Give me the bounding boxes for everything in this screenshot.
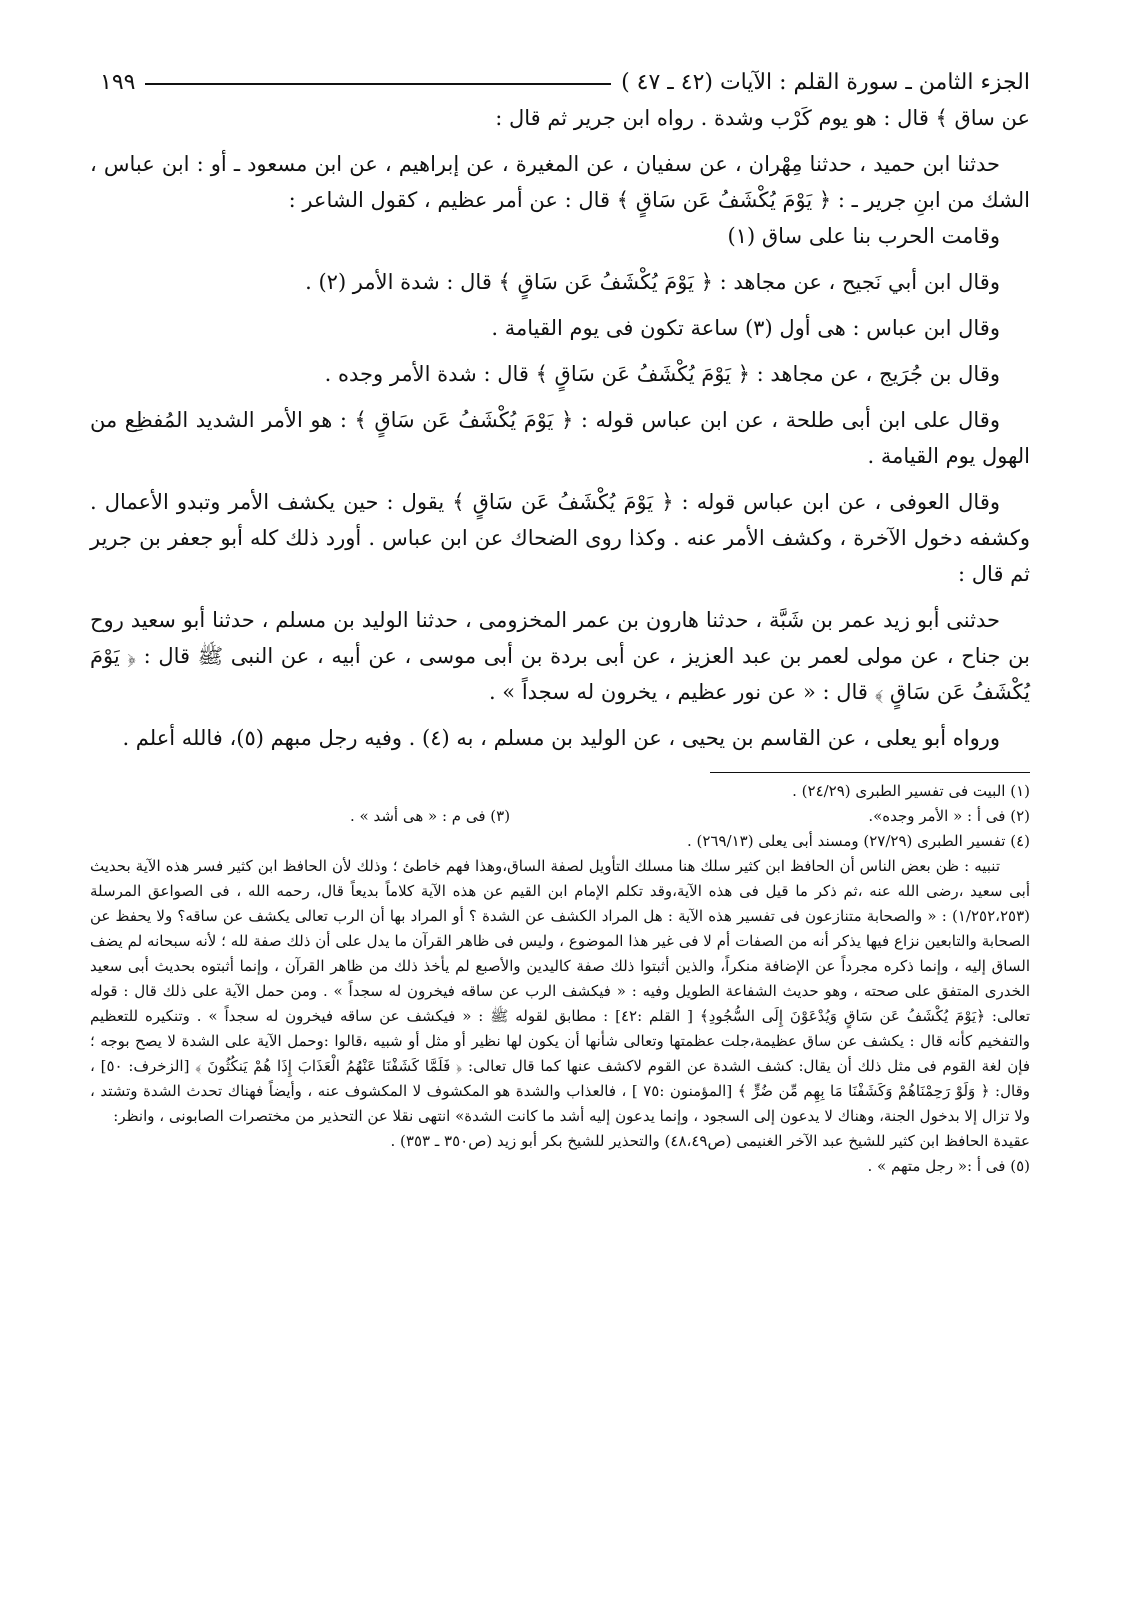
page-number: ١٩٩ xyxy=(100,69,136,95)
paragraph-1: عن ساق ﴾ قال : هو يوم كَرْب وشدة . رواه ابن جرير ثم قال : xyxy=(495,106,1030,130)
paragraph-8: حدثنى أبو زيد عمر بن شَبَّة ، حدثنا هارون بن عمر المخزومى ، حدثنا الوليد بن مسلم ، حدثنا أبو سعيد روح بن جناح ، عن مولى لعمر بن عبد العزيز ، عن أبى بردة بن أبى موسى ، عن أبيه ، عن النبى ﷺ قال : ﴿ يَوْمَ يُكْشَفُ عَن سَاقٍ ﴾ قال : « عن نور عظيم ، يخرون له سجداً » . xyxy=(90,608,1030,704)
footnote-5: (٥) فى أ :« رجل متهم » . xyxy=(867,1157,1030,1175)
running-head xyxy=(90,64,1030,100)
running-title: الجزء الثامن ـ سورة القلم : الآيات (٤٢ ـ ٤٧ ) xyxy=(621,69,1030,95)
paragraph-5: وقال بن جُرَيج ، عن مجاهد : ﴿ يَوْمَ يُكْشَفُ عَن سَاقٍ ﴾ قال : شدة الأمر وجده . xyxy=(324,362,1000,386)
footnote-row-2-3 xyxy=(90,804,1030,829)
poetry-verse: وقامت الحرب بنا على ساق (١) xyxy=(727,224,1000,248)
footnotes xyxy=(90,779,1030,1179)
paragraph-6: وقال على ابن أبى طلحة ، عن ابن عباس قوله : ﴿ يَوْمَ يُكْشَفُ عَن سَاقٍ ﴾ : هو الأمر الشديد المُفظِع من الهول يوم القيامة . xyxy=(90,408,1030,468)
footnote-1: (١) البيت فى تفسير الطبرى (٢٤/٢٩) . xyxy=(792,782,1030,800)
footnote-3: (٣) فى م : « هى أشد » . xyxy=(350,807,511,825)
page xyxy=(90,64,1030,1179)
footnote-4: (٤) تفسير الطبرى (٢٧/٢٩) ومسند أبى يعلى (٢٦٩/١٣) . xyxy=(686,832,1030,850)
paragraph-3: وقال ابن أبي نَجيح ، عن مجاهد : ﴿ يَوْمَ يُكْشَفُ عَن سَاقٍ ﴾ قال : شدة الأمر (٢) . xyxy=(305,270,1000,294)
paragraph-9: ورواه أبو يعلى ، عن القاسم بن يحيى ، عن الوليد بن مسلم ، به (٤) . وفيه رجل مبهم (٥)، فالله أعلم . xyxy=(122,726,1000,750)
paragraph-4: وقال ابن عباس : هى أول (٣) ساعة تكون فى يوم القيامة . xyxy=(491,316,1000,340)
note-reference: عقيدة الحافظ ابن كثير للشيخ عبد الآخر الغنيمى (ص٤٨،٤٩) والتحذير للشيخ بكر أبو زيد (ص٣٥٠ ـ ٣٥٣) . xyxy=(390,1132,1030,1150)
footnote-note xyxy=(90,854,1030,1154)
footnote-rule xyxy=(710,772,1030,773)
note-paragraph: تنبيه : ظن بعض الناس أن الحافظ ابن كثير سلك هنا مسلك التأويل لصفة الساق،وهذا فهم خاطئ ؛ وذلك لأن الحافظ ابن كثير فسر هذه الآية بحديث أبى سعيد ،رضى الله عنه ،ثم ذكر ما قيل فى هذه الآية،وقد تكلم الإمام ابن القيم عن هذه الآية كلاماً بديعاً قال، رحمه الله ، فى الصواعق المرسلة (١/٢٥٢،٢٥٣) : « والصحابة متنازعون فى تفسير هذه الآية : هل المراد الكشف عن الشدة ؟ أو المراد بها أن الرب تعالى يكشف عن ساقه؟ ولا يحفظ عن الصحابة والتابعين نزاع فيها يذكر أنه من الصفات أم لا فى غير هذا الموضوع ، وليس فى ظاهر القرآن ما يدل على أن ذلك صفة لله ؛ لأنه سبحانه لم يضف الساق إليه ، وإنما ذكره مجرداً عن الإضافة منكراً، والذين أثبتوا ذلك صفة كاليدين والأصبع لم يأخذ ذلك من ظاهر القرآن ، وإنما أثبتوه بحديث أبى سعيد الخدرى المتفق على صحته ، وهو حديث الشفاعة الطويل وفيه : « فيكشف الرب عن ساقه فيخرون له سجداً » . ومن حمل الآية على ذلك قال : قوله تعالى: ﴿يَوْمَ يُكْشَفُ عَن سَاقٍ وَيُدْعَوْنَ إِلَى السُّجُودِ﴾ [ القلم :٤٢] : مطابق لقوله ﷺ : « فيكشف عن ساقه فيخرون له سجداً » . وتنكيره للتعظيم والتفخيم كأنه قال : يكشف عن ساق عظيمة،جلت عظمتها وتعالى شأنها أن يكون لها نظير أو مثل أو شبيه ،قالوا :وحمل الآية على الشدة لا يصح بوجه ؛ فإن لغة القوم فى مثل ذلك أن يقال: كشف الشدة عن القوم لاكشف عنها كما قال تعالى: ﴿ فَلَمَّا كَشَفْنَا عَنْهُمُ الْعَذَابَ إِذَا هُمْ يَنكُثُونَ ﴾ [الزخرف: ٥٠] ، وقال: ﴿ وَلَوْ رَحِمْنَاهُمْ وَكَشَفْنَا مَا بِهِم مِّن ضُرٍّ ﴾ [المؤمنون :٧٥ ] ، فالعذاب والشدة هو المكشوف لا المكشوف عنه ، وأيضاً فهناك تحدث الشدة وتشتد ، ولا تزال إلا بدخول الجنة، وهناك لا يدعون إلى السجود ، وإنما يدعون إليه أشد ما كانت الشدة» انتهى نقلا عن التحذير من مختصرات الصابونى ، وانظر: xyxy=(90,857,1030,1125)
main-text xyxy=(90,100,1030,756)
footnote-2: (٢) فى أ : « الأمر وجده». xyxy=(868,807,1030,825)
paragraph-2: حدثنا ابن حميد ، حدثنا مِهْران ، عن سفيان ، عن المغيرة ، عن إبراهيم ، عن ابن مسعود ـ أو : ابن عباس ، الشك من ابنِ جرير ـ : ﴿ يَوْمَ يُكْشَفُ عَن سَاقٍ ﴾ قال : عن أمر عظيم ، كقول الشاعر : xyxy=(90,152,1030,212)
paragraph-7: وقال العوفى ، عن ابن عباس قوله : ﴿ يَوْمَ يُكْشَفُ عَن سَاقٍ ﴾ يقول : حين يكشف الأمر وتبدو الأعمال . وكشفه دخول الآخرة ، وكشف الأمر عنه . وكذا روى الضحاك عن ابن عباس . أورد ذلك كله أبو جعفر بن جرير ثم قال : xyxy=(90,490,1030,586)
header-rule xyxy=(145,83,611,85)
